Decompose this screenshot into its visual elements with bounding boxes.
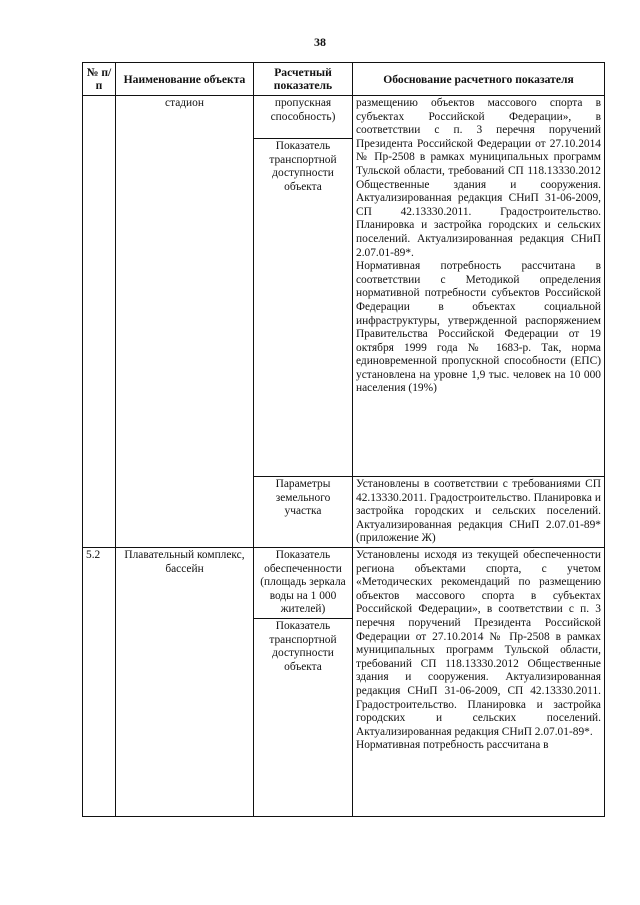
justification-cell (353, 96, 605, 477)
header-num: № п/п (83, 63, 116, 96)
standards-table (82, 62, 605, 817)
row-number: 5.2 (83, 547, 116, 816)
indicator-cell: пропускная способность) (254, 96, 353, 139)
table-header-row (83, 63, 605, 96)
justification-cell (353, 547, 605, 816)
header-object: Наименование объекта (116, 63, 254, 96)
indicator-cell: Показатель обеспеченности (площадь зеркала воды на 1 000 жителей) (254, 547, 353, 618)
header-justification: Обоснование расчетного показателя (353, 63, 605, 96)
justification-paragraph: Нормативная потребность рассчитана в (356, 739, 549, 752)
row-number (83, 96, 116, 548)
justification-paragraph: Нормативная потребность рассчитана в соответствии с Методикой определения нормативной потребности субъектов Российской Федерации в объектах социальной инфраструктуры, утвержденной распоряжением Правительства Российской Федерации от 19 октября 1999 года № 1683-р. Так, норма единовременной пропускной способности (ЕПС) установлена на уровне 1,9 тыс. человек на 10 000 населения (19%) (356, 260, 601, 395)
page-number: 38 (314, 35, 326, 49)
justification-paragraph: Установлены исходя из текущей обеспеченности региона объектами спорта, с учетом «Методических рекомендаций по размещению объектов массового спорта в субъектах Российской Федерации», в соответствии с п. 3 перечня поручений Президента Российской Федерации от 27.10.2014 № Пр-2508 в рамках муниципальных программ Тульской области, требований СП 118.13330.2012 Общественные здания и сооружения. Актуализированная редакция СНиП 31-06-2009, СП 42.13330.2011. Градостроительство. Планировка и застройка городских и сельских поселений. Актуализированная редакция СНиП 2.07.01-89*. (356, 548, 601, 738)
table-row (83, 96, 605, 139)
table-row (83, 547, 605, 618)
indicator-cell: Параметры земельного участка (254, 477, 353, 548)
object-name: стадион (116, 96, 254, 548)
object-name: Плавательный комплекс, бассейн (116, 547, 254, 816)
justification-paragraph: Установлены в соответствии с требованиями СП 42.13330.2011. Градостроительство. Планировка и застройка городских и сельских поселений. Актуализированная редакция СНиП 2.07.01-89* (приложение Ж) (356, 478, 601, 545)
justification-paragraph: размещению объектов массового спорта в субъектах Российской Федерации», в соответствии с п. 3 перечня поручений Президента Российской Федерации от 27.10.2014 № Пр-2508 в рамках муниципальных программ Тульской области, требований СП 118.13330.2012 Общественные здания и сооружения. Актуализированная редакция СНиП 31-06-2009, СП 42.13330.2011. Градостроительство. Планировка и застройка городских и сельских поселений. Актуализированная редакция СНиП 2.07.01-89*. (356, 97, 601, 259)
header-indicator: Расчетный показатель (254, 63, 353, 96)
indicator-cell: Показатель транспортной доступности объекта (254, 618, 353, 816)
justification-cell (353, 477, 605, 548)
indicator-cell: Показатель транспортной доступности объекта (254, 139, 353, 477)
